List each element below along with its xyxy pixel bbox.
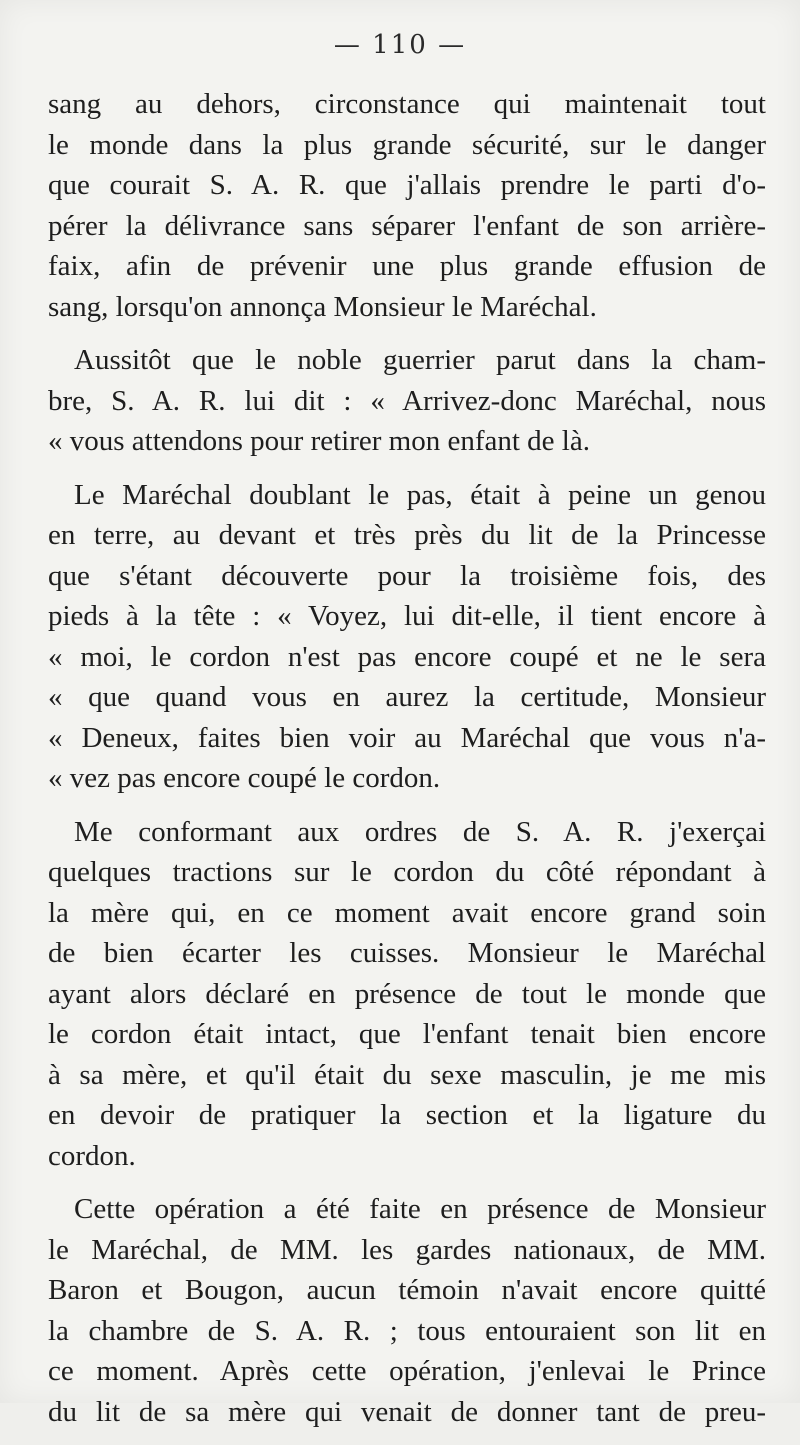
text-line: la mère qui, en ce moment avait encore grand soin — [48, 896, 766, 929]
text-line: ayant alors déclaré en présence de tout le monde que — [48, 977, 766, 1010]
text-line: pérer la délivrance sans séparer l'enfant de son arrière- — [48, 209, 766, 242]
text-line: quelques tractions sur le cordon du côté répondant à — [48, 856, 766, 888]
text-line: que courait S. A. R. que j'allais prendre le parti d'o- — [48, 169, 766, 201]
text-line: en terre, au devant et très près du lit de la Princesse — [48, 519, 766, 551]
text-line: la chambre de S. A. R. ; tous entouraient son lit en — [48, 1314, 766, 1347]
text-line: bre, S. A. R. lui dit : « Arrivez-donc Maréchal, nous — [48, 384, 766, 417]
text-line: ce moment. Après cette opération, j'enlevai le Prince — [48, 1355, 766, 1387]
text-line: que s'étant découverte pour la troisième fois, des — [48, 559, 766, 592]
text-line: pieds à la tête : « Voyez, lui dit-elle, il tient encore à — [48, 600, 766, 632]
paragraph-5 — [48, 1189, 766, 1432]
text-line: en devoir de pratiquer la section et la ligature du — [48, 1099, 766, 1131]
page-number: — 110 — — [333, 30, 467, 60]
text-line: cordon. — [48, 1139, 136, 1172]
text-line: « Deneux, faites bien voir au Maréchal que vous n'a- — [48, 721, 766, 754]
text-line: Le Maréchal doublant le pas, était à peine un genou — [74, 478, 766, 511]
text-line: le monde dans la plus grande sécurité, sur le danger — [48, 128, 766, 161]
text-line: faix, afin de prévenir une plus grande effusion de — [48, 250, 766, 282]
text-line: du lit de sa mère qui venait de donner tant de preu- — [48, 1395, 766, 1428]
text-line: le cordon était intact, que l'enfant tenait bien encore — [48, 1018, 766, 1050]
text-line: « que quand vous en aurez la certitude, Monsieur — [48, 681, 766, 713]
text-line: Aussitôt que le noble guerrier parut dans la cham- — [74, 344, 766, 376]
text-line: sang, lorsqu'on annonça Monsieur le Maréchal. — [48, 290, 597, 323]
text-line: Cette opération a été faite en présence de Monsieur — [74, 1193, 766, 1225]
paragraph-3 — [48, 475, 766, 799]
text-line: « vous attendons pour retirer mon enfant de là. — [48, 425, 590, 457]
text-line: le Maréchal, de MM. les gardes nationaux, de MM. — [48, 1233, 766, 1266]
paragraph-4 — [48, 812, 766, 1177]
text-line: Baron et Bougon, aucun témoin n'avait encore quitté — [48, 1274, 766, 1306]
body-text — [48, 84, 766, 1445]
paragraph-2 — [48, 340, 766, 462]
paragraph-1 — [48, 84, 766, 327]
text-line: « vez pas encore coupé le cordon. — [48, 762, 441, 794]
text-line: sang au dehors, circonstance qui maintenait tout — [48, 88, 766, 120]
text-line: à sa mère, et qu'il était du sexe masculin, je me mis — [48, 1058, 766, 1091]
text-line: de bien écarter les cuisses. Monsieur le Maréchal — [48, 937, 766, 969]
text-line: Me conformant aux ordres de S. A. R. j'exerçai — [74, 815, 766, 848]
text-line: « moi, le cordon n'est pas encore coupé et ne le sera — [48, 640, 766, 673]
